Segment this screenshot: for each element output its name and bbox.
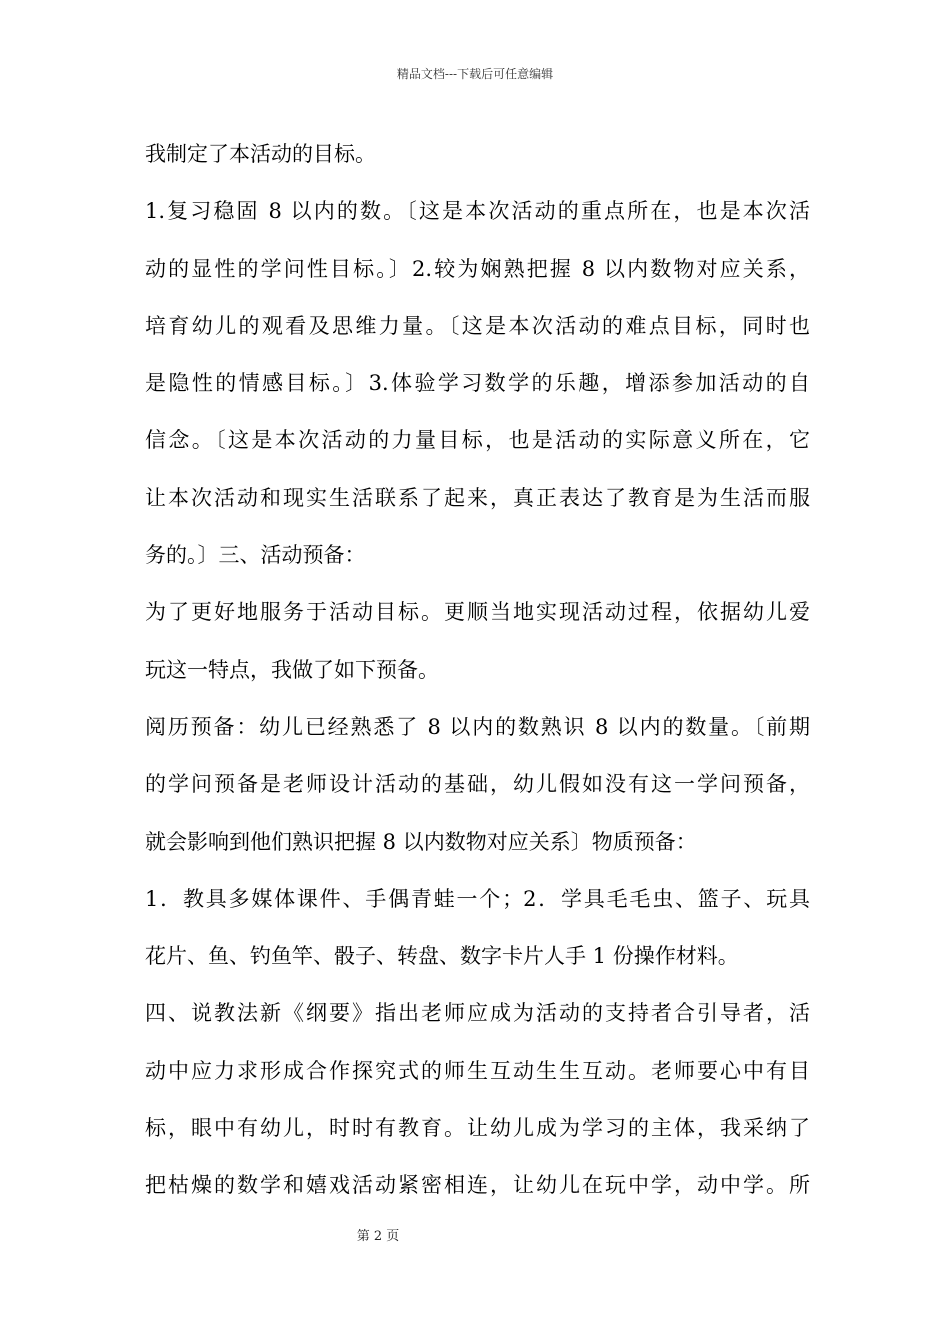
document-body [145,131,810,1220]
page-number: 第 2 页 [356,1229,400,1244]
page-header: 精品文档---下载后可任意编辑 [396,67,554,81]
text-line: 动的显性的学问性目标。〕2.较为娴熟把握 8 以内数物对应关系， [145,256,810,281]
text-line: 为了更好地服务于活动目标。更顺当地实现活动过程，依据幼儿爱 [145,600,810,625]
text-line: 标，眼中有幼儿，时时有教育。让幼儿成为学习的主体，我采纳了 [145,1116,810,1141]
text-line: 我制定了本活动的目标。 [145,142,376,166]
text-line: 四、说教法新《纲要》指出老师应成为活动的支持者合引导者，活 [145,1001,810,1026]
text-line: 让本次活动和现实生活联系了起来，真正表达了教育是为生活而服 [145,485,810,510]
text-line: 1.复习稳固 8 以内的数。〔这是本次活动的重点所在，也是本次活 [145,199,810,224]
text-line: 的学问预备是老师设计活动的基础，幼儿假如没有这一学问预备， [145,772,810,797]
text-line: 信念。〔这是本次活动的力量目标，也是活动的实际意义所在，它 [145,428,810,453]
text-line: 务的。〕三、活动预备： [145,543,366,568]
text-line: 就会影响到他们熟识把握 8 以内数物对应关系〕物质预备： [145,829,697,854]
text-line: 动中应力求形成合作探究式的师生互动生生互动。老师要心中有目 [145,1058,810,1083]
text-line: 是隐性的情感目标。〕3.体验学习数学的乐趣，增添参加活动的自 [145,371,810,396]
text-line: 玩这一特点，我做了如下预备。 [145,657,439,682]
text-line: 花片、鱼、钓鱼竿、骰子、转盘、数字卡片人手 1 份操作材料。 [145,944,739,969]
text-line: 1．教具多媒体课件、手偶青蛙一个；2．学具毛毛虫、篮子、玩具 [145,886,810,911]
text-line: 阅历预备：幼儿已经熟悉了 8 以内的数熟识 8 以内的数量。〔前期 [145,714,810,739]
text-line: 培育幼儿的观看及思维力量。〔这是本次活动的难点目标，同时也 [145,313,810,338]
text-line: 把枯燥的数学和嬉戏活动紧密相连，让幼儿在玩中学，动中学。所 [145,1173,810,1198]
